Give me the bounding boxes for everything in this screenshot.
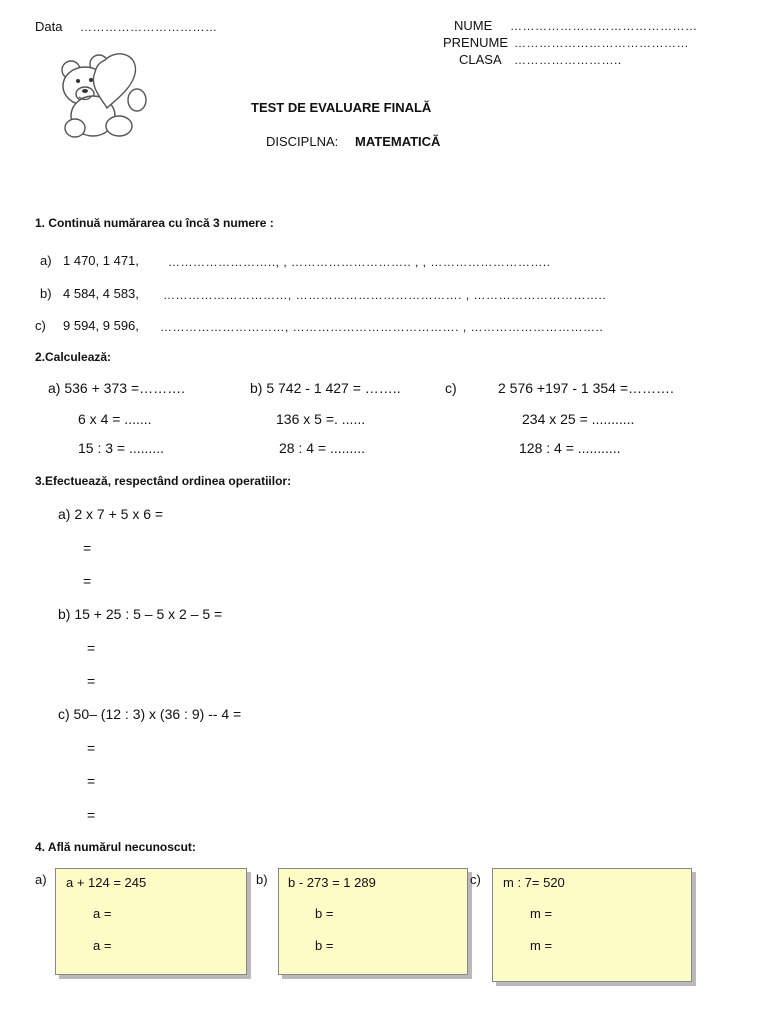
ex1-a-letter: a) <box>40 253 52 268</box>
ex2-c3: 128 : 4 = ........... <box>519 440 621 456</box>
ex1-b-letter: b) <box>40 286 52 301</box>
ex4-a-box <box>55 868 247 975</box>
teddy-bear-icon <box>55 50 155 142</box>
discipline-value: MATEMATICĂ <box>355 134 441 149</box>
nume-label: NUME <box>454 18 493 33</box>
ex4-heading: 4. Află numărul necunoscut: <box>35 840 196 854</box>
ex2-a3: 15 : 3 = ......... <box>78 440 164 456</box>
ex4-a-equation: a + 124 = 245 <box>66 875 147 890</box>
ex3-c-eq1: = <box>87 740 96 756</box>
ex1-c-blanks: …………………………, …………………………………. , ………………………….. <box>160 320 604 334</box>
ex3-a-eq1: = <box>83 540 92 556</box>
ex3-b: b) 15 + 25 : 5 – 5 x 2 – 5 = <box>58 606 223 622</box>
ex4-b-line1: b = <box>315 906 334 921</box>
clasa-label: CLASA <box>459 52 502 67</box>
ex2-c2: 234 x 25 = ........... <box>522 411 635 427</box>
ex2-a2: 6 x 4 = ....... <box>78 411 152 427</box>
ex2-b2: 136 x 5 =. ...... <box>276 411 366 427</box>
ex3-c: c) 50– (12 : 3) x (36 : 9) -- 4 = <box>58 706 242 722</box>
nume-blank: ……………………………………… <box>510 19 698 33</box>
ex1-c-start: 9 594, 9 596, <box>63 318 139 333</box>
data-label: Data <box>35 19 63 34</box>
ex4-b-equation: b - 273 = 1 289 <box>288 875 376 890</box>
ex4-b-line2: b = <box>315 938 334 953</box>
ex2-c1: 2 576 +197 - 1 354 =………. <box>498 380 674 396</box>
ex1-a-start: 1 470, 1 471, <box>63 253 139 268</box>
ex1-b-blanks: …………………………, …………………………………. , ………………………….. <box>163 288 607 302</box>
test-title: TEST DE EVALUARE FINALĂ <box>251 100 432 115</box>
ex4-a-line1: a = <box>93 906 112 921</box>
ex4-c-letter: c) <box>470 872 481 887</box>
ex3-c-eq3: = <box>87 807 96 823</box>
ex4-a-line2: a = <box>93 938 112 953</box>
ex1-c-letter: c) <box>35 318 46 333</box>
ex4-c-equation: m : 7= 520 <box>503 875 565 890</box>
ex4-c-line2: m = <box>530 938 553 953</box>
ex1-b-start: 4 584, 4 583, <box>63 286 139 301</box>
ex3-heading: 3.Efectuează, respectând ordinea operatiilor: <box>35 474 292 488</box>
ex3-c-eq2: = <box>87 773 96 789</box>
ex4-b-letter: b) <box>256 872 268 887</box>
ex4-c-line1: m = <box>530 906 553 921</box>
ex2-b1: b) 5 742 - 1 427 = …….. <box>250 380 401 396</box>
ex3-b-eq2: = <box>87 673 96 689</box>
ex4-c-box <box>492 868 692 982</box>
prenume-label: PRENUME <box>443 35 509 50</box>
ex4-a-letter: a) <box>35 872 47 887</box>
ex3-a-eq2: = <box>83 573 92 589</box>
ex4-b-box <box>278 868 468 975</box>
prenume-blank: …………………………………… <box>514 36 689 50</box>
ex2-b3: 28 : 4 = ......... <box>279 440 365 456</box>
ex2-heading: 2.Calculează: <box>35 350 112 364</box>
ex2-a1: a) 536 + 373 =………. <box>48 380 185 396</box>
ex3-b-eq1: = <box>87 640 96 656</box>
ex1-a-blanks: …………………….., , ……………………….. , , ……………………….. <box>168 255 551 269</box>
ex2-c-letter: c) <box>445 380 457 396</box>
ex3-a: a) 2 x 7 + 5 x 6 = <box>58 506 164 522</box>
data-blank: …………………………… <box>80 20 218 34</box>
discipline-label: DISCIPLNA: <box>266 134 339 149</box>
ex1-heading: 1. Continuă numărarea cu încă 3 numere : <box>35 216 274 230</box>
clasa-blank: …………………….. <box>514 53 622 67</box>
